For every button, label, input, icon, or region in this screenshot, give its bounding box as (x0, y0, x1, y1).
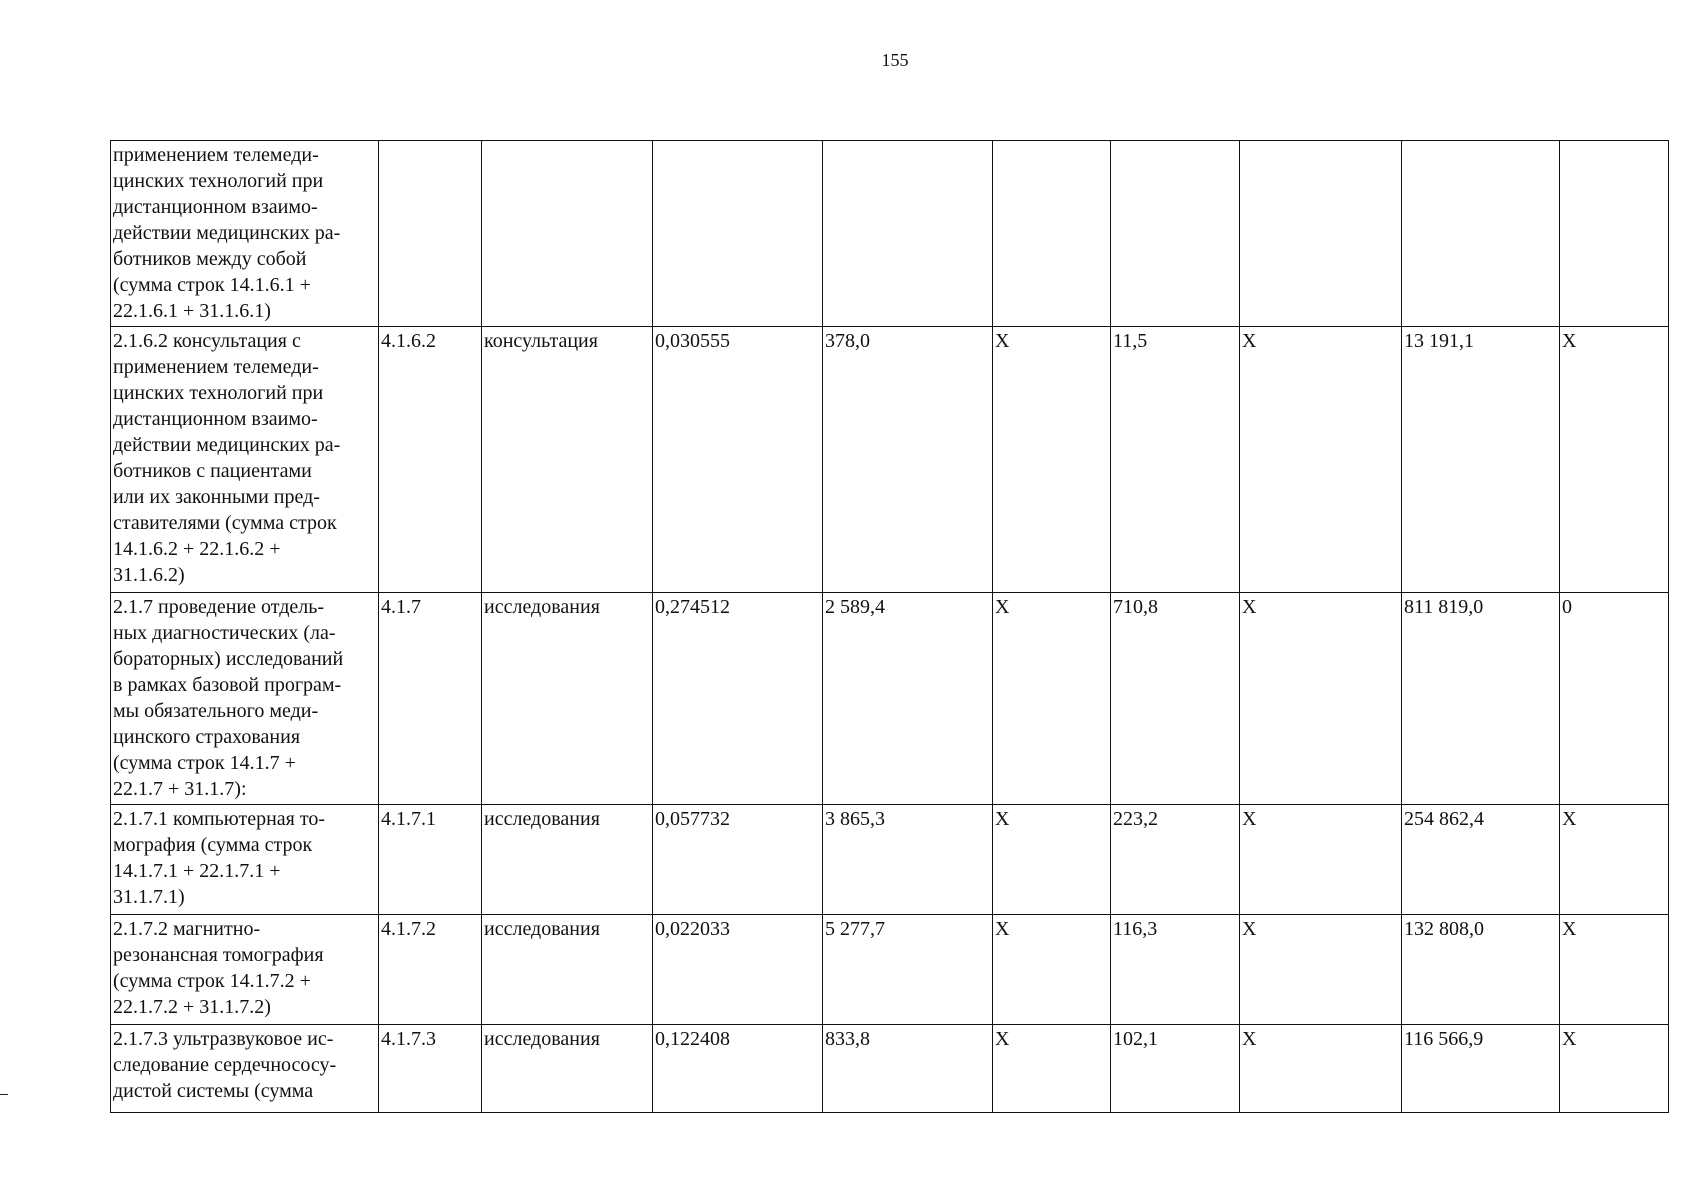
data-table (110, 140, 1669, 1113)
value-cell: X (1240, 327, 1402, 593)
value-cell (993, 141, 1111, 327)
value-cell: 254 862,4 (1402, 805, 1560, 915)
table-row (111, 1025, 1669, 1113)
value-cell: 0,122408 (653, 1025, 823, 1113)
value-cell (653, 141, 823, 327)
value-cell: 0,057732 (653, 805, 823, 915)
value-cell: X (1240, 805, 1402, 915)
table-row (111, 327, 1669, 593)
value-cell: X (1240, 1025, 1402, 1113)
unit-cell (482, 141, 653, 327)
code-cell: 4.1.6.2 (379, 327, 482, 593)
table-row (111, 593, 1669, 805)
value-cell (823, 141, 993, 327)
value-cell: 0,022033 (653, 915, 823, 1025)
value-cell: 0 (1560, 593, 1669, 805)
value-cell: 223,2 (1111, 805, 1240, 915)
table-row (111, 141, 1669, 327)
row-name-cell: 2.1.6.2 консультация с применением телемеди- цинских технологий при дистанционном взаимо- действии медицинских ра- ботников с пациентами или их законными пред- ставителями (сумма строк 14.1.6.2 + 22.1.6.2 + 31.1.6.2) (111, 327, 379, 593)
page-number: 155 (881, 50, 909, 70)
value-cell: 132 808,0 (1402, 915, 1560, 1025)
value-cell: X (993, 915, 1111, 1025)
value-cell: 0,274512 (653, 593, 823, 805)
value-cell: 710,8 (1111, 593, 1240, 805)
unit-cell: исследования (482, 805, 653, 915)
value-cell: X (1560, 1025, 1669, 1113)
value-cell: 5 277,7 (823, 915, 993, 1025)
value-cell: X (993, 327, 1111, 593)
value-cell: X (1560, 327, 1669, 593)
value-cell: 3 865,3 (823, 805, 993, 915)
row-name-cell: 2.1.7.1 компьютерная то- мография (сумма строк 14.1.7.1 + 22.1.7.1 + 31.1.7.1) (111, 805, 379, 915)
table-row (111, 805, 1669, 915)
row-name-cell: 2.1.7.3 ультразвуковое ис- следование сердечнососу- дистой системы (сумма (111, 1025, 379, 1113)
value-cell (1402, 141, 1560, 327)
value-cell: 811 819,0 (1402, 593, 1560, 805)
unit-cell: исследования (482, 915, 653, 1025)
code-cell (379, 141, 482, 327)
unit-cell: консультация (482, 327, 653, 593)
value-cell: X (1240, 915, 1402, 1025)
table-row (111, 915, 1669, 1025)
value-cell: 116 566,9 (1402, 1025, 1560, 1113)
code-cell: 4.1.7 (379, 593, 482, 805)
row-name-cell: 2.1.7.2 магнитно- резонансная томография (сумма строк 14.1.7.2 + 22.1.7.2 + 31.1.7.2) (111, 915, 379, 1025)
value-cell: 2 589,4 (823, 593, 993, 805)
row-name-cell: 2.1.7 проведение отдель- ных диагностических (ла- бораторных) исследований в рамках базовой програм- мы обязательного меди- цинского страхования (сумма строк 14.1.7 + 22.1.7 + 31.1.7): (111, 593, 379, 805)
value-cell: X (993, 1025, 1111, 1113)
value-cell: X (1560, 915, 1669, 1025)
row-name-cell: применением телемеди- цинских технологий при дистанционном взаимо- действии медицинских ра- ботников между собой (сумма строк 14.1.6.1 + 22.1.6.1 + 31.1.6.1) (111, 141, 379, 327)
code-cell: 4.1.7.2 (379, 915, 482, 1025)
value-cell: X (1240, 593, 1402, 805)
code-cell: 4.1.7.3 (379, 1025, 482, 1113)
value-cell: 13 191,1 (1402, 327, 1560, 593)
value-cell: 11,5 (1111, 327, 1240, 593)
value-cell: 116,3 (1111, 915, 1240, 1025)
value-cell: 378,0 (823, 327, 993, 593)
value-cell: X (1560, 805, 1669, 915)
code-cell: 4.1.7.1 (379, 805, 482, 915)
value-cell: X (993, 805, 1111, 915)
unit-cell: исследования (482, 1025, 653, 1113)
value-cell: 833,8 (823, 1025, 993, 1113)
value-cell: 102,1 (1111, 1025, 1240, 1113)
value-cell (1111, 141, 1240, 327)
value-cell: 0,030555 (653, 327, 823, 593)
value-cell (1240, 141, 1402, 327)
value-cell (1560, 141, 1669, 327)
value-cell: X (993, 593, 1111, 805)
margin-tick (0, 1094, 8, 1095)
unit-cell: исследования (482, 593, 653, 805)
